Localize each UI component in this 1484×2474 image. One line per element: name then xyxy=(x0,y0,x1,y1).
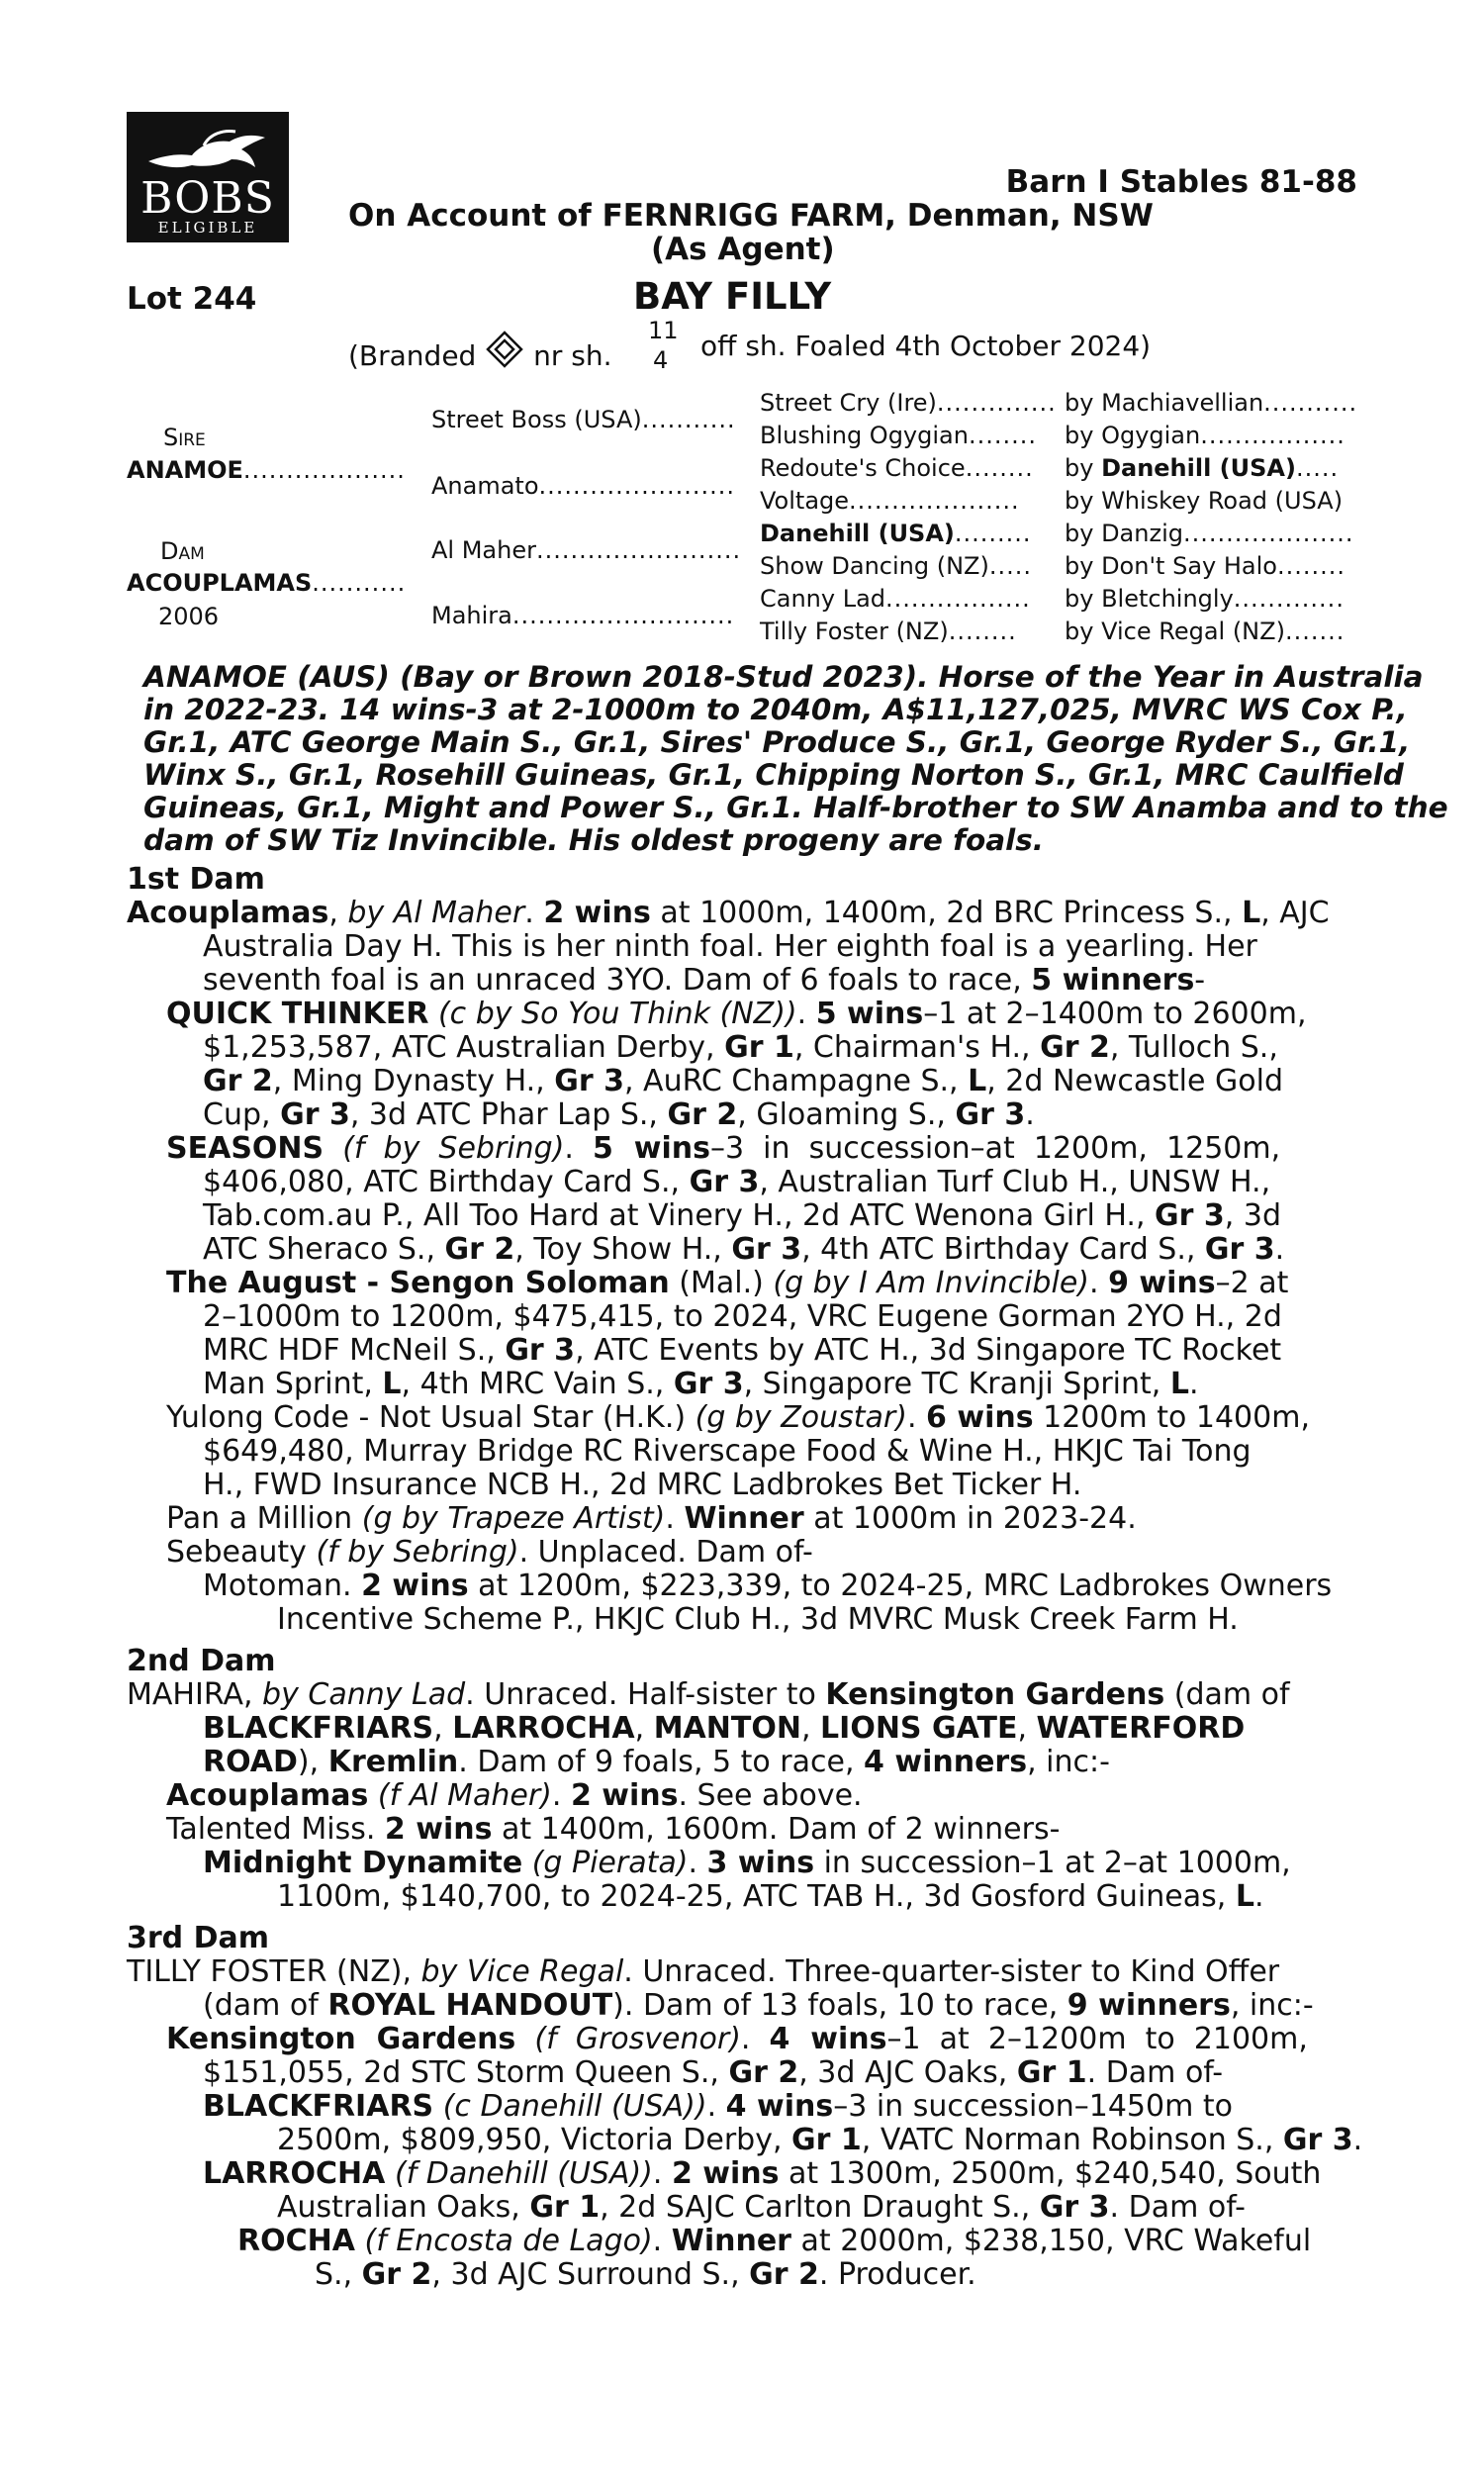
page-title: BAY FILLY xyxy=(633,275,832,318)
lot-number: Lot 244 xyxy=(127,281,257,317)
gen3-7: Canny Lad................. xyxy=(760,585,1031,613)
sire-summary-line: ANAMOE (AUS) (Bay or Brown 2018-Stud 2023). Horse of the Year in Australia xyxy=(143,660,1424,694)
logo-line1: BOBS xyxy=(140,173,275,224)
sire-summary-line: Gr.1, ATC George Main S., Gr.1, Sires' Produce S., Gr.1, George Ryder S., Gr.1, xyxy=(143,725,1411,759)
gen3-6-by: by Don't Say Halo........ xyxy=(1065,552,1345,580)
progeny-entry: LARROCHA (f Danehill (USA)). 2 wins at 1300m, 2500m, $240,540, South xyxy=(203,2156,1322,2191)
first-dam-heading: 1st Dam xyxy=(127,862,265,897)
gen2-dam-sire: Al Maher........................ xyxy=(431,536,742,564)
sire-summary-line: dam of SW Tiz Invincible. His oldest progeny are foals. xyxy=(143,823,1045,857)
gen2-dam-dam: Mahira.......................... xyxy=(431,602,735,629)
brand-fraction-top: 11 xyxy=(648,317,679,344)
gen3-3: Redoute's Choice........ xyxy=(760,454,1034,482)
progeny-entry: BLACKFRIARS (c Danehill (USA)). 4 wins–3 in succession–1450m to xyxy=(203,2089,1233,2124)
progeny-entry: ROCHA (f Encosta de Lago). Winner at 2000m, $238,150, VRC Wakeful xyxy=(237,2224,1312,2258)
gen3-2: Blushing Ogygian........ xyxy=(760,422,1037,449)
progeny-entry: The August - Sengon Soloman (Mal.) (g by I Am Invincible). 9 wins–2 at xyxy=(166,1266,1289,1300)
brand-line xyxy=(348,330,612,372)
second-dam-heading: 2nd Dam xyxy=(127,1644,276,1678)
horse-runner-icon xyxy=(144,126,271,173)
progeny-entry: Yulong Code - Not Usual Star (H.K.) (g by Zoustar). 6 wins 1200m to 1400m, xyxy=(166,1400,1310,1435)
third-dam-heading: 3rd Dam xyxy=(127,1921,269,1955)
progeny-entry: SEASONS (f by Sebring). 5 wins–3 in succession–at 1200m, 1250m, xyxy=(166,1131,1281,1166)
sire-summary-line: Guineas, Gr.1, Might and Power S., Gr.1. Half-brother to SW Anamba and to the xyxy=(143,791,1448,824)
gen3-8-by: by Vice Regal (NZ)....... xyxy=(1065,618,1345,645)
sire-summary-line: Winx S., Gr.1, Rosehill Guineas, Gr.1, Chipping Norton S., Gr.1, MRC Caulfield xyxy=(143,758,1404,792)
sire-label: Sire xyxy=(163,424,206,451)
gen3-2-by: by Ogygian................. xyxy=(1065,422,1345,449)
progeny-entry: Sebeauty (f by Sebring). Unplaced. Dam of- xyxy=(166,1535,813,1570)
brand-prefix: (Branded xyxy=(348,339,477,372)
gen3-4: Voltage.................... xyxy=(760,487,1020,515)
gen3-8: Tilly Foster (NZ)........ xyxy=(760,618,1017,645)
second-dam-section: 2nd Dam MAHIRA, by Canny Lad. Unraced. Half-sister to Kensington Gardens (dam of BLACKFRIARS, LARROCHA, MANTON, LIONS GATE, WATERFORD ROAD), Kremlin. Dam of 9 foals, 5 to race, 4 winners, inc:- Acouplamas (f Al Maher). 2 wins. See above. Talented Miss. 2 wins at 1400m, 1600m. Dam of 2 winners- Midnight Dynamite (g Pierata). 3 wins in succession–1 at 2–at 1000m, 1100m, $140,700, to 2024-25, ATC TAB H., 3d Gosford Guineas, L. xyxy=(127,1639,1358,1914)
sire-summary-line: in 2022-23. 14 wins-3 at 2-1000m to 2040m, A$11,127,025, MVRC WS Cox P., xyxy=(143,693,1408,726)
sire-name: ANAMOE................... xyxy=(127,456,406,484)
progeny-entry: Midnight Dynamite (g Pierata). 3 wins in succession–1 at 2–at 1000m, xyxy=(203,1846,1291,1880)
gen3-6: Show Dancing (NZ)..... xyxy=(760,552,1032,580)
barn-location: Barn I Stables 81-88 xyxy=(1005,164,1357,200)
gen3-4-by: by Whiskey Road (USA) xyxy=(1065,487,1344,515)
progeny-entry: Motoman. 2 wins at 1200m, $223,339, to 2024-25, MRC Ladbrokes Owners xyxy=(203,1569,1333,1603)
gen3-1: Street Cry (Ire).............. xyxy=(760,389,1057,417)
brand-fraction-bottom: 4 xyxy=(653,346,669,374)
gen3-5: Danehill (USA)......... xyxy=(760,520,1032,547)
gen3-3-by: by Danehill (USA)..... xyxy=(1065,454,1340,482)
logo-line2: ELIGIBLE xyxy=(157,219,258,237)
third-dam-section: 3rd Dam TILLY FOSTER (NZ), by Vice Regal. Unraced. Three-quarter-sister to Kind Offer (dam of ROYAL HANDOUT). Dam of 13 foals, 10 to race, 9 winners, inc:- Kensington Gardens (f Grosvenor). 4 wins–1 at 2–1200m to 2100m, $151,055, 2d STC Storm Queen S., Gr 2, 3d AJC Oaks, Gr 1. Dam of- BLACKFRIARS (c Danehill (USA)). 4 wins–3 in succession–1450m to 2500m, $809,950, Victoria Derby, Gr 1, VATC Norman Robinson S., Gr 3. LARROCHA (f Danehill (USA)). 2 wins at 1300m, 2500m, $240,540, South Australian Oaks, Gr 1, 2d SAJC Carlton Draught S., Gr 3. Dam of- ROCHA (f Encosta de Lago). Winner at 2000m, $238,150, VRC Wakeful S., Gr 2, 3d AJC Surround S., Gr 2. Producer. xyxy=(127,1921,1363,2292)
brand-suffix: off sh. Foaled 4th October 2024) xyxy=(700,330,1152,362)
dam-label: Dam xyxy=(160,537,205,565)
dam-year: 2006 xyxy=(158,603,220,630)
dam-entry: TILLY FOSTER (NZ), by Vice Regal. Unraced. Three-quarter-sister to Kind Offer xyxy=(127,1954,1280,1989)
progeny-entry: Talented Miss. 2 wins at 1400m, 1600m. Dam of 2 winners- xyxy=(166,1812,1061,1847)
progeny-entry: Pan a Million (g by Trapeze Artist). Winner at 1000m in 2023-24. xyxy=(166,1501,1137,1536)
gen2-sire-dam: Anamato....................... xyxy=(431,472,735,500)
diamond-brand-icon xyxy=(485,330,524,369)
progeny-entry: Kensington Gardens (f Grosvenor). 4 wins–1 at 2–1200m to 2100m, xyxy=(166,2022,1308,2056)
brand-nr: nr sh. xyxy=(533,339,612,372)
gen2-sire-sire: Street Boss (USA)........... xyxy=(431,406,736,433)
gen3-5-by: by Danzig.................... xyxy=(1065,520,1354,547)
consignor: On Account of FERNRIGG FARM, Denman, NSW xyxy=(348,198,1154,234)
bobs-eligible-logo xyxy=(127,112,289,242)
progeny-entry: Acouplamas (f Al Maher). 2 wins. See above. xyxy=(166,1778,863,1813)
dam-name: ACOUPLAMAS........... xyxy=(127,569,407,597)
dam-entry: MAHIRA, by Canny Lad. Unraced. Half-sister to Kensington Gardens (dam of xyxy=(127,1677,1290,1712)
dam-entry: Acouplamas, by Al Maher. 2 wins at 1000m, 1400m, 2d BRC Princess S., L, AJC xyxy=(127,896,1330,930)
sire-summary xyxy=(143,660,1448,857)
first-dam-section: 1st Dam Acouplamas, by Al Maher. 2 wins at 1000m, 1400m, 2d BRC Princess S., L, AJC Australia Day H. This is her ninth foal. Her eighth foal is a yearling. Her seventh foal is an unraced 3YO. Dam of 6 foals to race, 5 winners- QUICK THINKER (c by So You Think (NZ)). 5 wins–1 at 2–1400m to 2600m, $1,253,587, ATC Australian Derby, Gr 1, Chairman's H., Gr 2, Tulloch S., Gr 2, Ming Dynasty H., Gr 3, AuRC Champagne S., L, 2d Newcastle Gold Cup, Gr 3, 3d ATC Phar Lap S., Gr 2, Gloaming S., Gr 3. SEASONS (f by Sebring). 5 wins–3 in succession–at 1200m, 1250m, $406,080, ATC Birthday Card S., Gr 3, Australian Turf Club H., UNSW H., Tab.com.au P., All Too Hard at Vinery H., 2d ATC Wenona Girl H., Gr 3, 3d ATC Sheraco S., Gr 2, Toy Show H., Gr 3, 4th ATC Birthday Card S., Gr 3. The August - Sengon Soloman (Mal.) (g by I Am Invincible). 9 wins–2 at 2–1000m to 1200m, $475,415, to 2024, VRC Eugene Gorman 2YO H., 2d MRC HDF McNeil S., Gr 3, ATC Events by ATC H., 3d Singapore TC Rocket Man Sprint, L, 4th MRC Vain S., Gr 3, Singapore TC Kranji Sprint, L. Yulong Code - Not Usual Star (H.K.) (g by Zoustar). 6 wins 1200m to 1400m, $649,480, Murray Bridge RC Riverscape Food & Wine H., HKJC Tai Tong H., FWD Insurance NCB H., 2d MRC Ladbrokes Bet Ticker H. Pan a Million (g by Trapeze Artist). Winner at 1000m in 2023-24. Sebeauty (f by Sebring). Unplaced. Dam of- Motoman. 2 wins at 1200m, $223,339, to 2024-25, MRC Ladbrokes Owners Incentive Scheme P., HKJC Club H., 3d MVRC Musk Creek Farm H. xyxy=(127,857,1358,1637)
gen3-1-by: by Machiavellian........... xyxy=(1065,389,1358,417)
gen3-7-by: by Bletchingly............. xyxy=(1065,585,1345,613)
agent-note: (As Agent) xyxy=(651,232,835,267)
progeny-entry: QUICK THINKER (c by So You Think (NZ)). 5 wins–1 at 2–1400m to 2600m, xyxy=(166,997,1307,1031)
